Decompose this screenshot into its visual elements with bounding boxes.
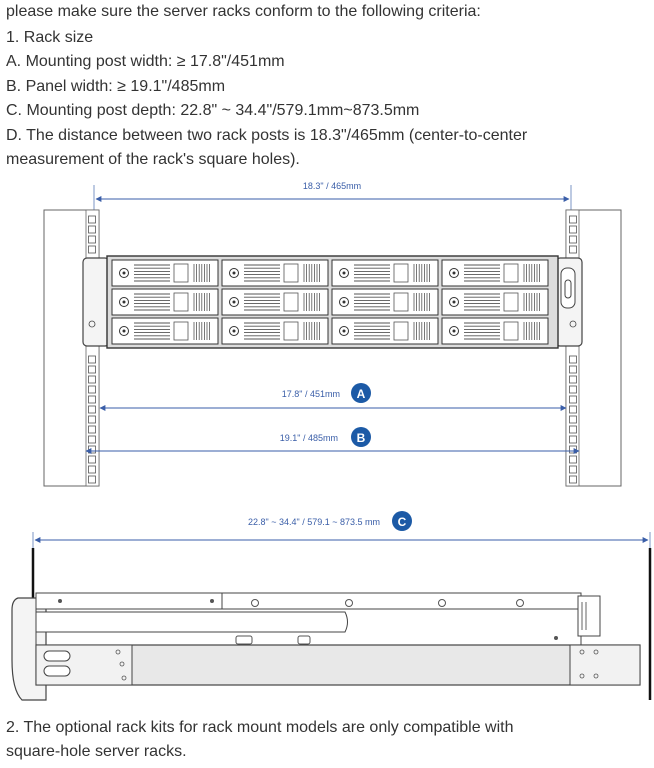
post-distance-dimension (94, 181, 571, 225)
criterion-a: A. Mounting post width: ≥ 17.8"/451mm (6, 53, 285, 70)
right-rack-post (566, 210, 621, 486)
dimension-b (86, 427, 579, 451)
dimension-a (100, 383, 566, 408)
footer-note-line-1: 2. The optional rack kits for rack mount models are only compatible with (6, 719, 514, 736)
server-chassis-front (83, 256, 582, 348)
footer-note-line-2: square-hole server racks. (6, 743, 187, 760)
section-heading: 1. Rack size (6, 29, 94, 46)
badge-a: A (356, 387, 366, 401)
dimension-b-label: 19.1" / 485mm (279, 433, 338, 443)
left-rack-post (44, 210, 99, 486)
rail-side-view (12, 548, 650, 700)
dimension-c-label: 22.8" ~ 34.4" / 579.1 ~ 873.5 mm (248, 517, 380, 527)
criterion-d: D. The distance between two rack posts is 18.3"/465mm (center-to-center (6, 127, 528, 144)
post-distance-label: 18.3" / 465mm (302, 181, 362, 191)
badge-b: B (356, 431, 366, 445)
criterion-b: B. Panel width: ≥ 19.1"/485mm (6, 78, 226, 95)
dimension-a-label: 17.8" / 451mm (281, 389, 340, 399)
criterion-c: C. Mounting post depth: 22.8" ~ 34.4"/579.1mm~873.5mm (6, 102, 420, 119)
dimension-c (33, 511, 650, 560)
criterion-d-continued: measurement of the rack's square holes). (6, 151, 300, 168)
badge-c: C (397, 515, 407, 529)
intro-text: please make sure the server racks conform to the following criteria: (6, 3, 481, 20)
